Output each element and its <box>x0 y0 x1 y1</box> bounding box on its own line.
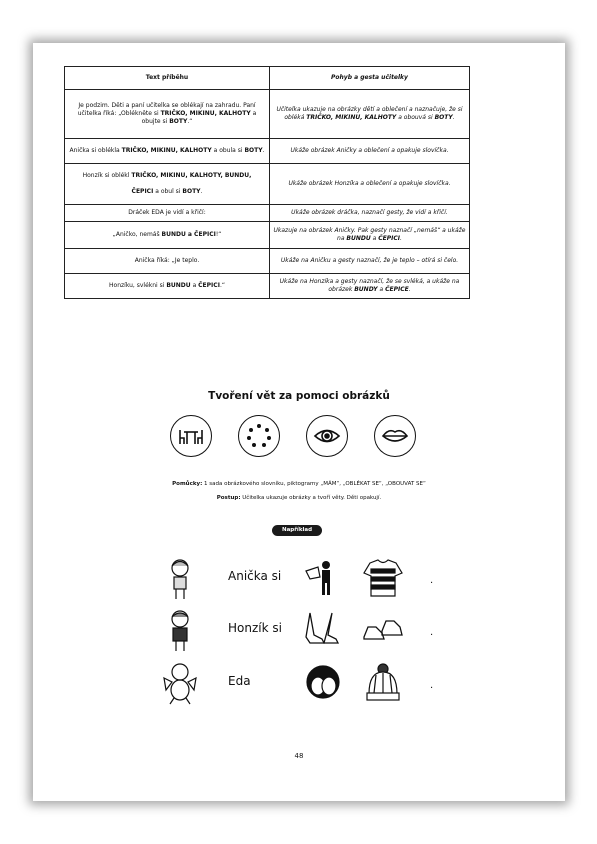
pictogram-row <box>170 415 430 461</box>
page-number: 48 <box>294 752 304 760</box>
story-cell: Anička si oblékla TRIČKO, MIKINU, KALHOTY a obula si BOTY. <box>65 139 270 164</box>
table-chairs-icon <box>170 415 212 457</box>
table-row <box>65 222 470 249</box>
table-row <box>65 164 470 205</box>
knit-hat-icon <box>362 662 404 704</box>
example-row <box>140 607 460 655</box>
story-cell: „Aničko, nemáš BUNDU a ČEPICI!“ <box>65 222 270 249</box>
boy-icon <box>160 607 200 653</box>
gesture-cell: Ukazuje na obrázek Aničky. Pak gesty naznačí „nemáš“ a ukáže na BUNDU a ČEPICI. <box>270 222 470 249</box>
putting-on-shoes-icon <box>302 609 344 651</box>
gesture-cell: Ukáže obrázek Aničky a oblečení a opakuje slovíčka. <box>270 139 470 164</box>
dragon-icon <box>160 660 200 706</box>
procedure-text: Postup: Učitelka ukazuje obrázky a tvoří věty. Děti opakují. <box>216 495 382 501</box>
gesture-cell: Ukáže obrázek dráčka, naznačí gesty, že vidí a křičí. <box>270 205 470 222</box>
table-row <box>65 274 470 299</box>
lips-icon <box>374 415 416 457</box>
story-cell: Je podzim. Děti a paní učitelka se oblékají na zahradu. Paní učitelka říká: „Oblékněte si TRIČKO, MIKINU, KALHOTY a obujte si BOTY.“ <box>65 90 270 139</box>
dressing-pictogram-icon <box>302 557 344 599</box>
sneakers-icon <box>362 609 404 651</box>
story-cell: Anička říká: „Je teplo. <box>65 249 270 274</box>
story-table <box>64 66 470 299</box>
gesture-cell: Ukáže na Aničku a gesty naznačí, že je teplo – otírá si čelo. <box>270 249 470 274</box>
story-cell: Honzík si oblékl TRIČKO, MIKINU, KALHOTY, BUNDU, ČEPICI a obul si BOTY. <box>65 164 270 205</box>
story-cell: Dráček EDA je vidí a křičí: <box>65 205 270 222</box>
children-circle-icon <box>238 415 280 457</box>
example-row <box>140 660 460 708</box>
sentence-end: . <box>430 627 434 638</box>
gesture-cell: Učitelka ukazuje na obrázky dětí a oblečení a naznačuje, že si obléká TRIČKO, MIKINU, KALHOTY a obouvá si BOTY. <box>270 90 470 139</box>
gesture-cell: Ukáže obrázek Honzíka a oblečení a opakuje slovíčka. <box>270 164 470 205</box>
table-header-gestures: Pohyb a gesta učitelky <box>270 67 470 90</box>
table-row <box>65 139 470 164</box>
example-badge: Například <box>272 525 322 536</box>
hiding-face-icon <box>302 662 344 704</box>
table-header-story: Text příběhu <box>65 67 270 90</box>
example-sentence-label: Eda <box>228 674 251 688</box>
striped-shirt-icon <box>362 557 404 599</box>
table-row <box>65 90 470 139</box>
section-title: Tvoření vět za pomoci obrázků <box>208 390 390 402</box>
example-row <box>140 555 460 603</box>
example-sentence-label: Anička si <box>228 569 282 583</box>
aids-text: Pomůcky: 1 sada obrázkového slovníku, piktogramy „MÁM“, „OBLÉKAT SE“, „OBOUVAT SE“ <box>172 481 426 487</box>
table-header-row <box>65 67 470 90</box>
gesture-cell: Ukáže na Honzíka a gesty naznačí, že se svléká, a ukáže na obrázek BUNDY a ČEPICE. <box>270 274 470 299</box>
table-row <box>65 205 470 222</box>
table-row <box>65 249 470 274</box>
sentence-end: . <box>430 575 434 586</box>
eye-icon <box>306 415 348 457</box>
sentence-end: . <box>430 680 434 691</box>
girl-icon <box>160 555 200 601</box>
story-cell: Honzíku, svlékni si BUNDU a ČEPICI.“ <box>65 274 270 299</box>
example-sentence-label: Honzík si <box>228 621 282 635</box>
